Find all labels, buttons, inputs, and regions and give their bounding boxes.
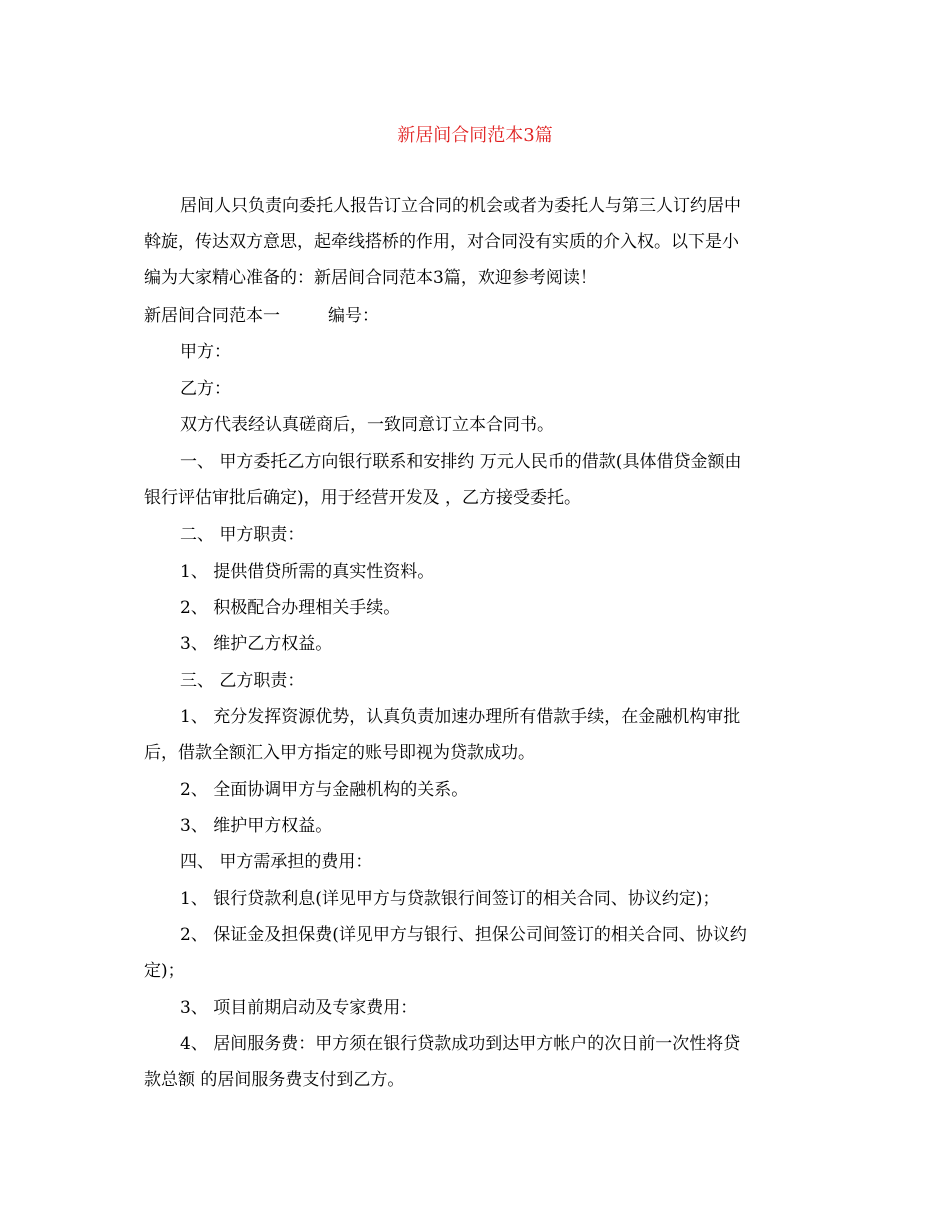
clause-4-item-4-line-1: 4、 居间服务费：甲方须在银行贷款成功到达甲方帐户的次日前一次性将贷 [180, 1034, 741, 1054]
section-heading: 新居间合同范本一 [144, 306, 280, 326]
clause-2-heading: 二、 甲方职责： [180, 525, 305, 545]
clause-4-item-4-line-2: 款总额 的居间服务费支付到乙方。 [144, 1070, 405, 1090]
clause-1-line-2: 银行评估审批后确定)，用于经营开发及 ，乙方接受委托。 [144, 488, 582, 508]
contract-number-label: 编号： [328, 306, 379, 326]
clause-3-item-1-line-2: 后，借款全额汇入甲方指定的账号即视为贷款成功。 [144, 743, 535, 763]
clause-2-item-1: 1、 提供借贷所需的真实性资料。 [180, 562, 435, 582]
clause-4-item-1: 1、 银行贷款利息(详见甲方与贷款银行间签订的相关合同、协议约定)； [180, 889, 720, 909]
clause-1-line-1: 一、 甲方委托乙方向银行联系和安排约 万元人民币的借款(具体借贷金额由 [180, 452, 742, 472]
clause-2-item-3: 3、 维护乙方权益。 [180, 634, 333, 654]
intro-line-3: 编为大家精心准备的：新居间合同范本3篇，欢迎参考阅读！ [144, 268, 597, 288]
intro-line-2: 斡旋，传达双方意思，起牵线搭桥的作用，对合同没有实质的介入权。以下是小 [144, 232, 739, 252]
clause-4-item-3: 3、 项目前期启动及专家费用： [180, 998, 418, 1018]
clause-4-item-2-line-1: 2、 保证金及担保费(详见甲方与银行、担保公司间签订的相关合同、协议约 [180, 925, 747, 945]
clause-4-heading: 四、 甲方需承担的费用： [180, 852, 373, 872]
clause-3-item-1-line-1: 1、 充分发挥资源优势，认真负责加速办理所有借款手续，在金融机构审批 [180, 707, 741, 727]
clause-2-item-2: 2、 积极配合办理相关手续。 [180, 598, 401, 618]
clause-3-item-3: 3、 维护甲方权益。 [180, 816, 333, 836]
clause-3-item-2: 2、 全面协调甲方与金融机构的关系。 [180, 780, 469, 800]
party-b-label: 乙方： [180, 379, 231, 399]
party-a-label: 甲方： [180, 342, 231, 362]
document-title: 新居间合同范本3篇 [397, 125, 553, 146]
section-heading-row [144, 304, 379, 328]
clause-3-heading: 三、 乙方职责： [180, 671, 305, 691]
clause-4-item-2-line-2: 定)； [144, 961, 185, 981]
intro-line-1: 居间人只负责向委托人报告订立合同的机会或者为委托人与第三人订约居中 [180, 196, 741, 216]
agreement-statement: 双方代表经认真磋商后，一致同意订立本合同书。 [180, 415, 554, 435]
